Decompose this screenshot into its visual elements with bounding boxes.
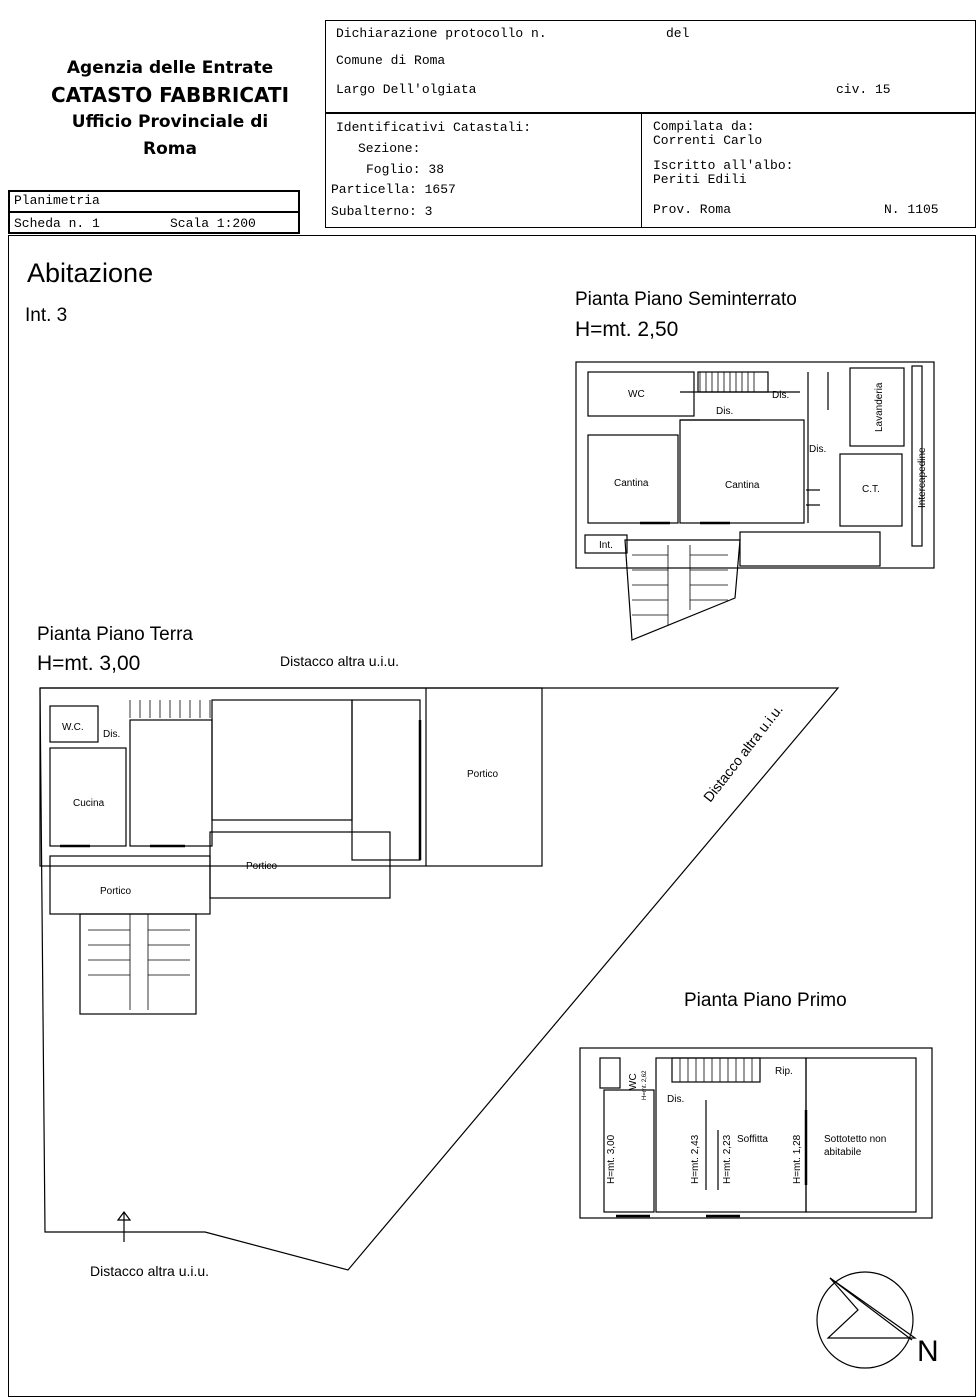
room-sottotetto-1: Sottotetto non	[824, 1134, 887, 1145]
foglio-label: Foglio: 38	[366, 162, 445, 177]
room-cucina: Cucina	[73, 798, 105, 809]
interno-label: Int. 3	[25, 305, 68, 326]
room-portico-3: Portico	[467, 769, 499, 780]
subalterno-label: Subalterno: 3	[331, 204, 433, 219]
seminterrato-title: Pianta Piano Seminterrato	[575, 289, 797, 310]
room-rip: Rip.	[775, 1066, 793, 1077]
room-dis-semi-2: Dis.	[716, 406, 734, 417]
distacco-bottom: Distacco altra u.i.u.	[90, 1263, 210, 1279]
drawing-title: Abitazione	[27, 258, 154, 288]
particella-label: Particella: 1657	[331, 182, 456, 197]
north-arrow	[817, 1272, 915, 1368]
distacco-top: Distacco altra u.i.u.	[280, 653, 400, 669]
sezione-label: Sezione:	[358, 141, 421, 156]
albo-label: Periti Edili	[653, 172, 747, 187]
catasto-title: CATASTO FABBRICATI	[50, 83, 290, 107]
room-wc-primo: WC	[628, 1073, 639, 1090]
room-cantina-1: Cantina	[614, 478, 649, 489]
compilatore-name: Correnti Carlo	[653, 133, 763, 148]
room-portico-1: Portico	[100, 886, 132, 897]
room-dis-terra: Dis.	[103, 729, 121, 740]
iscritto-label: Iscritto all'albo:	[653, 158, 794, 173]
indirizzo-label: Largo Dell'olgiata	[336, 82, 477, 97]
scheda-label: Scheda n. 1	[14, 216, 100, 231]
room-soffitta: Soffitta	[737, 1134, 768, 1145]
room-lavanderia: Lavanderia	[874, 382, 885, 432]
room-intercapedine: Intercapedine	[917, 447, 928, 508]
compilata-label: Compilata da:	[653, 119, 755, 134]
primo-title: Pianta Piano Primo	[684, 990, 847, 1011]
comune-label: Comune di Roma	[336, 53, 446, 68]
del-label: del	[666, 26, 690, 41]
agency-name: Agenzia delle Entrate	[66, 58, 274, 78]
terra-title: Pianta Piano Terra	[37, 624, 193, 645]
prov-label: Prov. Roma	[653, 202, 732, 217]
scala-label: Scala 1:200	[170, 216, 256, 231]
height-primo-3: H=mt. 2,23	[722, 1134, 733, 1184]
room-ct: C.T.	[862, 484, 880, 495]
civico-label: civ. 15	[836, 82, 891, 97]
height-primo-2: H=mt. 2,43	[690, 1134, 701, 1184]
room-dis-primo: Dis.	[667, 1094, 685, 1105]
distacco-diagonal: Distacco altra u.i.u.	[700, 701, 786, 805]
room-int: Int.	[599, 540, 613, 551]
office-name: Ufficio Provinciale di	[71, 112, 269, 132]
room-dis-semi-3: Dis.	[809, 444, 827, 455]
seminterrato-height: H=mt. 2,50	[575, 318, 679, 341]
north-label: N	[917, 1335, 939, 1368]
terra-height: H=mt. 3,00	[37, 652, 141, 675]
office-city: Roma	[143, 139, 197, 159]
height-primo-4: H=mt. 1,28	[792, 1134, 803, 1184]
room-cantina-2: Cantina	[725, 480, 760, 491]
room-wc-terra: W.C.	[62, 722, 84, 733]
room-wc-semi: WC	[628, 389, 645, 400]
numero-label: N. 1105	[884, 202, 939, 217]
planimetria-label: Planimetria	[14, 193, 100, 208]
identificativi-label: Identificativi Catastali:	[336, 120, 532, 135]
room-dis-semi-1: Dis.	[772, 390, 790, 401]
dichiarazione-label: Dichiarazione protocollo n.	[336, 26, 547, 41]
height-primo-1: H=mt. 3,00	[606, 1134, 617, 1184]
room-wc-height: H=mt. 2,62	[642, 1070, 648, 1100]
room-portico-2: Portico	[246, 861, 278, 872]
room-sottotetto-2: abitabile	[824, 1147, 862, 1158]
